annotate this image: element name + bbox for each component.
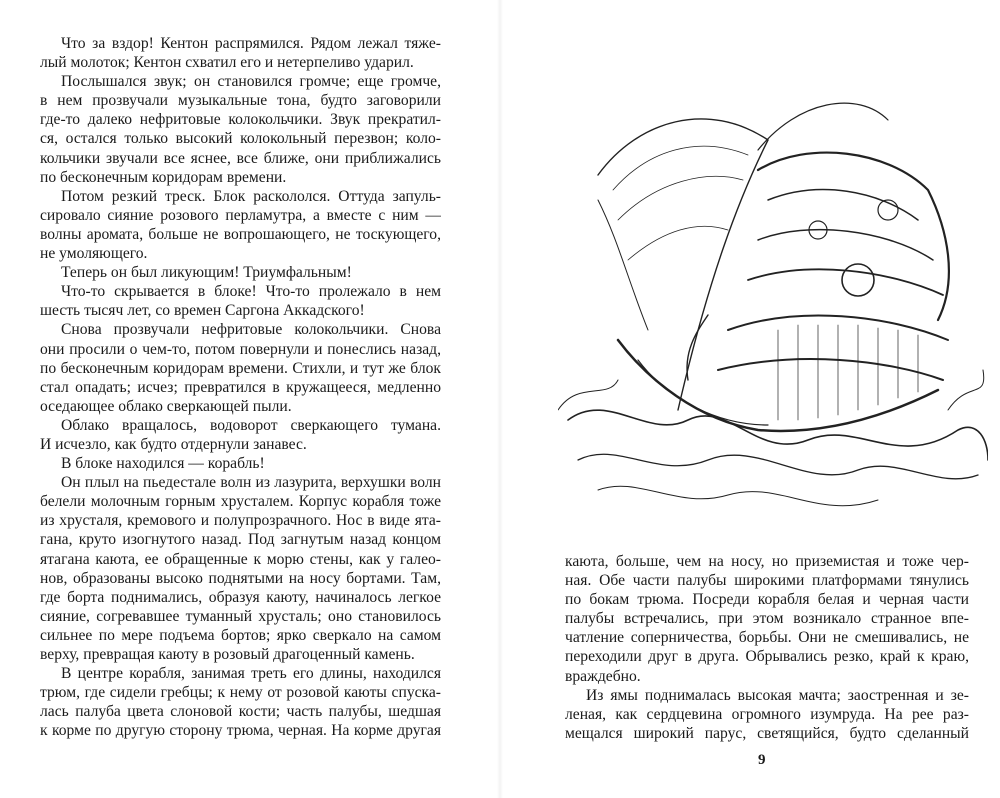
text-line: из хрусталя, кремового и полупрозрачного. Нос в виде ята- bbox=[40, 512, 441, 530]
text-line: стал опадать; исчез; превратился в кружащееся, медленно bbox=[40, 378, 441, 396]
text-line: леная, как сердцевина огромного изумруда. На рее раз- bbox=[565, 705, 969, 723]
text-line: по бесконечным коридорам времени. Стихли, и тут же блок bbox=[40, 359, 441, 377]
text-line: В блоке находился — корабль! bbox=[61, 455, 265, 473]
text-line: Послышался звук; он становился громче; еще громче, bbox=[61, 73, 441, 91]
text-line: переходили друг в друга. Обрывались резко, край к краю, bbox=[565, 648, 969, 666]
text-line: трюм, где сидели гребцы; к нему от розовой каюты спуска- bbox=[40, 684, 441, 702]
text-line: Из ямы поднималась высокая мачта; заостренная и зе- bbox=[586, 686, 969, 704]
text-line: Он плыл на пьедестале волн из лазурита, верхушки волн bbox=[61, 474, 441, 492]
text-line: где-то далеко нефритовые колокольчики. Звук прекратил- bbox=[40, 111, 441, 129]
text-line: где борта поднимались, образуя каюту, начиналось легкое bbox=[40, 588, 441, 606]
text-line: к корме по другую сторону трюма, черная. На корме другая bbox=[40, 722, 441, 740]
text-line: гана, круто изогнутого назад. Под загнутым назад концом bbox=[40, 531, 441, 549]
text-line: по бокам трюма. Посреди корабля белая и черная части bbox=[565, 591, 969, 609]
text-line: сияние, согревавшее туманный хрусталь; оно становилось bbox=[40, 607, 441, 625]
text-line: мещался широкий парус, светящийся, будто сделанный bbox=[565, 724, 969, 742]
text-line: оседающее облако сверкающей пыли. bbox=[40, 397, 292, 415]
text-line: каюта, больше, чем на носу, но приземистая и тоже чер- bbox=[565, 553, 969, 570]
text-line: ная. Обе части палубы широкими платформами тянулись bbox=[565, 572, 969, 590]
right-page-text bbox=[565, 552, 969, 743]
ship-illustration bbox=[558, 80, 988, 530]
page-number: 9 bbox=[758, 752, 766, 768]
text-line: волны аромата, больше не вопрошающего, не тоскующего, bbox=[40, 225, 441, 243]
text-line: сильнее по мере подъема бортов; ярко сверкало на самом bbox=[40, 626, 441, 644]
text-line: верху, превращая каюту в розовый драгоценный камень. bbox=[40, 646, 415, 663]
text-line: нов, образованы высоко поднятыми на носу бортами. Там, bbox=[40, 569, 441, 587]
text-line: не умоляющего. bbox=[40, 245, 148, 263]
text-line: ятагана каюта, ее обращенные к морю стены, как у галео- bbox=[40, 550, 441, 568]
text-line: Что за вздор! Кентон распрямился. Рядом лежал тяже- bbox=[61, 35, 441, 52]
text-line: В центре корабля, занимая треть его длины, находился bbox=[61, 665, 441, 683]
text-line: белели молочным горным хрусталем. Корпус корабля тоже bbox=[40, 493, 441, 511]
text-line: лый молоток; Кентон схватил его и нетерпеливо ударил. bbox=[40, 54, 414, 72]
text-line: кольчики звучали все яснее, все ближе, они приближались bbox=[40, 149, 441, 167]
text-line: палубы встречались, при этом возникало странное впе- bbox=[565, 610, 969, 628]
text-line: по бесконечным коридорам времени. bbox=[40, 168, 287, 186]
left-page-text bbox=[40, 34, 441, 740]
text-line: И исчезло, как будто отдернули занавес. bbox=[40, 435, 307, 453]
text-line: сировало сияние розового перламутра, а вместе с ним — bbox=[40, 206, 441, 224]
text-line: они просили о чем-то, потом повернули и понеслись назад, bbox=[40, 340, 441, 358]
text-line: враждебно. bbox=[565, 667, 641, 685]
text-line: чатление соперничества, борьбы. Они не смешивались, не bbox=[565, 629, 969, 647]
text-line: ся, остался только высокий колокольный перезвон; коло- bbox=[40, 130, 441, 148]
text-line: Теперь он был ликующим! Триумфальным! bbox=[61, 264, 352, 282]
text-line: Снова прозвучали нефритовые колокольчики. Снова bbox=[61, 321, 441, 339]
text-line: в нем прозвучали музыкальные тона, будто заговорили bbox=[40, 92, 441, 110]
text-line: Облако вращалось, водоворот сверкающего тумана. bbox=[61, 416, 441, 434]
text-line: лась палуба цвета слоновой кости; часть палубы, шедшая bbox=[40, 703, 441, 721]
text-line: шесть тысяч лет, со времен Саргона Аккадского! bbox=[40, 302, 365, 320]
right-page bbox=[500, 0, 1000, 798]
text-line: Потом резкий треск. Блок раскололся. Оттуда запуль- bbox=[61, 187, 441, 205]
text-line: Что-то скрывается в блоке! Что-то пролежало в нем bbox=[61, 283, 441, 301]
